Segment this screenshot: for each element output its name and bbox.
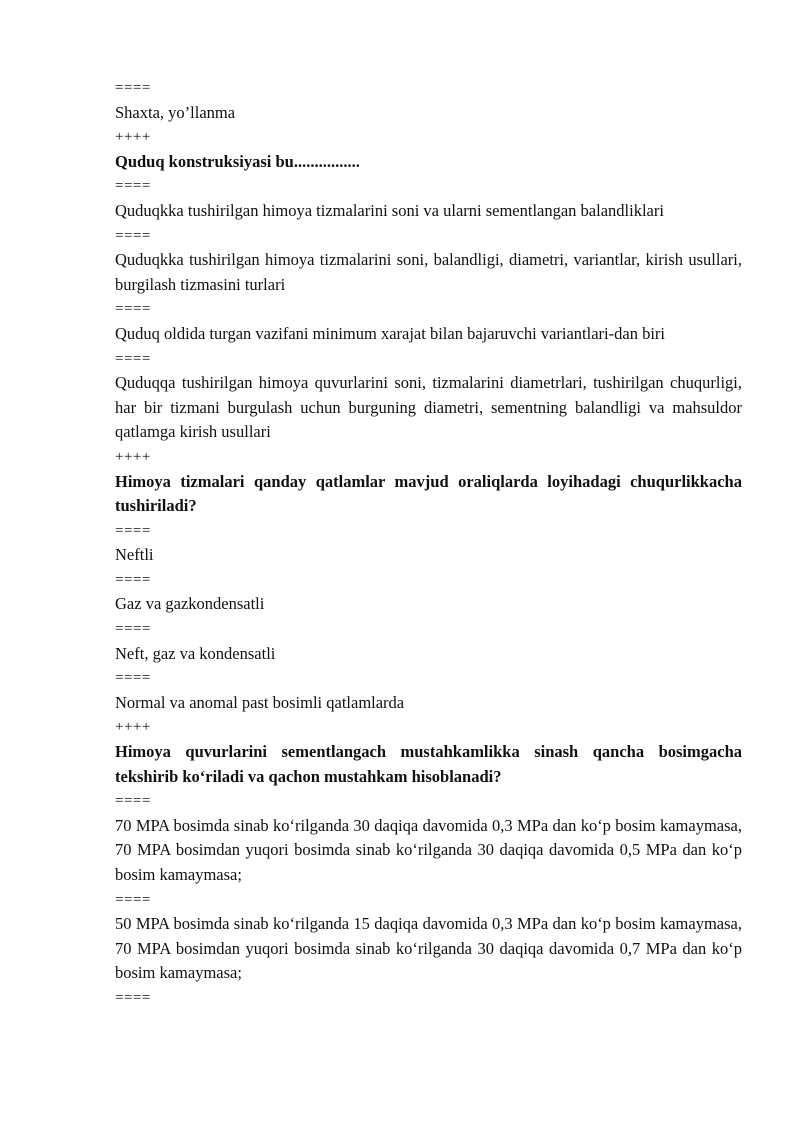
- document-page: [115, 76, 742, 1011]
- separator-plus: ++++: [115, 129, 151, 146]
- separator-plus: ++++: [115, 719, 151, 736]
- separator-equals: ====: [115, 80, 151, 96]
- separator-equals: ====: [115, 301, 151, 318]
- answer-option: Normal va anomal past bosimli qatlamlarda: [115, 692, 405, 712]
- separator-equals: ====: [115, 891, 151, 908]
- answer-option: Shaxta, yo’llanma: [115, 102, 236, 122]
- separator-equals: ====: [115, 989, 151, 1006]
- answer-option: 70 MPA bosimda sinab ko‘rilganda 30 daqiqa davomida 0,3 MPa dan ko‘p bosim kamaymasa, 70 MPA bosimdan yuqori bosimda sinab ko‘rilganda 30 daqiqa davomida 0,5 MPa dan ko‘p bosim kamaymasa;: [115, 815, 742, 884]
- question-text: Himoya quvurlarini sementlangach mustahkamlikka sinash qancha bosimgacha tekshirib ko‘riladi va qachon mustahkam hisoblanadi?: [115, 742, 742, 786]
- separator-equals: ====: [115, 350, 151, 367]
- answer-option: Quduqkka tushirilgan himoya tizmalarini soni va ularni sementlangan balandliklari: [115, 200, 664, 220]
- answer-option: Quduqqa tushirilgan himoya quvurlarini soni, tizmalarini diametrlari, tushirilgan chuqurligi, har bir tizmani burgulash uchun burguning diametri, sementning balandligi va mahsuldor qatlamga kirish usullari: [115, 373, 742, 442]
- answer-option: Neft, gaz va kondensatli: [115, 643, 276, 663]
- answer-option: 50 MPA bosimda sinab ko‘rilganda 15 daqiqa davomida 0,3 MPa dan ko‘p bosim kamaymasa, 70 MPA bosimdan yuqori bosimda sinab ko‘rilganda 30 daqiqa davomida 0,7 MPa dan ko‘p bosim kamaymasa;: [115, 914, 742, 983]
- answer-option: Neftli: [115, 545, 154, 565]
- separator-equals: ====: [115, 227, 151, 244]
- question-text: Himoya tizmalari qanday qatlamlar mavjud oraliqlarda loyihadagi chuqurlikkacha tushiriladi?: [115, 471, 742, 516]
- question-text: Quduq konstruksiyasi bu................: [115, 151, 360, 171]
- separator-equals: ====: [115, 178, 151, 195]
- separator-equals: ====: [115, 670, 151, 687]
- answer-option: Quduqkka tushirilgan himoya tizmalarini soni, balandligi, diametri, variantlar, kirish usullari, burgilash tizmasini turlari: [115, 250, 742, 294]
- separator-equals: ====: [115, 793, 151, 810]
- separator-equals: ====: [115, 621, 151, 638]
- answer-option: Gaz va gazkondensatli: [115, 594, 265, 614]
- separator-equals: ====: [115, 571, 151, 588]
- separator-plus: ++++: [115, 448, 151, 465]
- separator-equals: ====: [115, 522, 151, 539]
- answer-option: Quduq oldida turgan vazifani minimum xarajat bilan bajaruvchi variantlari-dan biri: [115, 323, 665, 343]
